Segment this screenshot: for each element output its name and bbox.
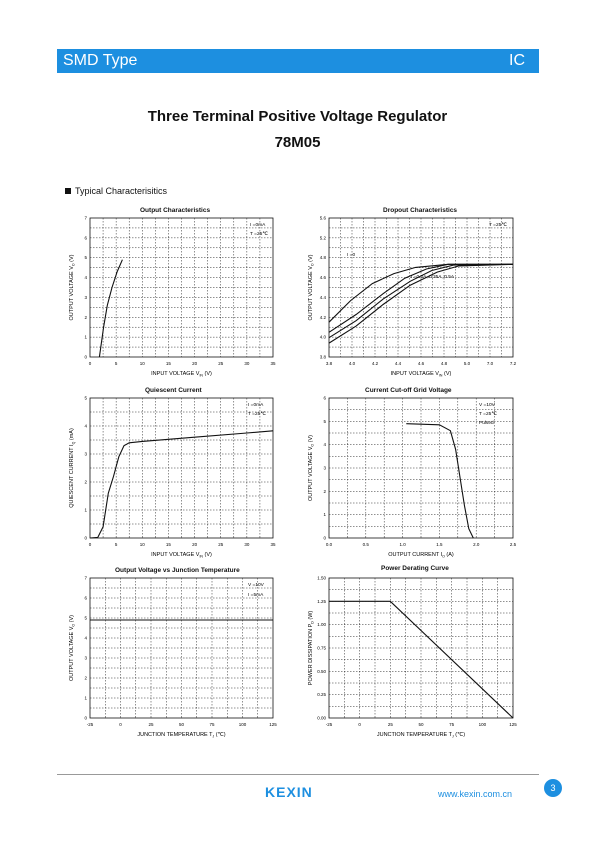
y-tick-label: 5 bbox=[84, 255, 87, 261]
y-tick-label: 1 bbox=[84, 334, 87, 340]
x-tick-label: 125 bbox=[269, 722, 277, 727]
y-axis-unit: (V) bbox=[308, 254, 314, 264]
x-tick-label: 10 bbox=[139, 361, 145, 366]
y-tick-label: 6 bbox=[84, 235, 87, 241]
y-tick-label: 1 bbox=[84, 507, 87, 513]
section-heading-text: Typical Characterisitics bbox=[75, 186, 168, 196]
chart-c3 bbox=[64, 394, 277, 560]
chart-annotation: V =10V bbox=[479, 403, 495, 408]
doc-title: Three Terminal Positive Voltage Regulator bbox=[147, 108, 448, 125]
chart-annotation: T =25℃ bbox=[248, 412, 266, 417]
x-axis-unit: (V) bbox=[202, 552, 212, 558]
y-tick-label: 3 bbox=[84, 451, 87, 457]
chart-title: Output Characteristics bbox=[140, 207, 211, 214]
y-tick-label: 0.50 bbox=[317, 668, 326, 674]
y-tick-label: 6 bbox=[323, 395, 326, 401]
x-axis-unit: (V) bbox=[442, 371, 452, 377]
y-axis-label: OUTPUT VOLTAGE $V_O$ (V) bbox=[308, 434, 315, 502]
kexin-logo: KEXIN bbox=[265, 784, 313, 800]
x-tick-label: 4.8 bbox=[440, 361, 448, 366]
x-tick-label: 0.0 bbox=[325, 542, 333, 547]
x-tick-label: 0 bbox=[358, 722, 361, 727]
chart-c1 bbox=[64, 214, 277, 379]
y-tick-label: 0 bbox=[84, 535, 87, 541]
x-tick-label: 30 bbox=[244, 542, 250, 547]
y-tick-label: 0 bbox=[84, 715, 87, 721]
x-axis-unit: (A) bbox=[444, 552, 454, 558]
x-tick-label: 20 bbox=[192, 361, 198, 366]
x-tick-label: 7.2 bbox=[509, 361, 517, 366]
y-tick-label: 5 bbox=[84, 615, 87, 621]
x-tick-label: 4.2 bbox=[371, 361, 379, 366]
part-number: 78M05 bbox=[274, 134, 321, 151]
x-axis-subscript: IN bbox=[199, 373, 203, 378]
website-link[interactable]: www.kexin.com.cn bbox=[438, 789, 513, 799]
chart-annotation: I =0 bbox=[347, 253, 356, 258]
x-axis-unit: (℃) bbox=[453, 732, 466, 738]
x-tick-label: 10 bbox=[139, 542, 145, 547]
chart-annotation: T =25℃ bbox=[250, 232, 268, 237]
y-tick-label: 5 bbox=[84, 395, 87, 401]
y-tick-label: 4 bbox=[84, 275, 87, 281]
x-axis-unit: (V) bbox=[202, 371, 212, 377]
y-tick-label: 6 bbox=[84, 595, 87, 601]
x-tick-label: 50 bbox=[418, 722, 424, 727]
x-tick-label: 4.4 bbox=[394, 361, 402, 366]
x-axis-unit: (℃) bbox=[214, 732, 226, 738]
chart-title: Power Derating Curve bbox=[381, 565, 449, 572]
x-axis-label: JUNCTION TEMPERATURE $T_J$ (℃) bbox=[137, 732, 226, 739]
chart-title: Quiescent Current bbox=[145, 387, 202, 394]
x-tick-label: 5 bbox=[114, 361, 118, 366]
y-tick-label: 0.75 bbox=[317, 645, 326, 651]
y-axis-unit: (V) bbox=[69, 614, 75, 624]
x-tick-label: 1.5 bbox=[436, 542, 443, 547]
x-axis-subscript: IN bbox=[199, 554, 203, 559]
y-tick-label: 1.25 bbox=[317, 598, 326, 604]
header-type: SMD Type bbox=[63, 52, 138, 69]
x-tick-label: 125 bbox=[509, 722, 517, 727]
y-tick-label: 1 bbox=[323, 512, 326, 518]
x-axis-subscript: IN bbox=[438, 373, 443, 378]
y-tick-label: 4.2 bbox=[319, 314, 326, 320]
x-tick-label: 20 bbox=[192, 542, 198, 547]
chart-c4 bbox=[303, 394, 517, 560]
chart-annotation: T =25℃ bbox=[479, 412, 497, 417]
x-tick-label: 50 bbox=[178, 722, 185, 727]
y-tick-label: 4.8 bbox=[319, 255, 326, 261]
y-tick-label: 2 bbox=[323, 488, 326, 494]
x-tick-label: 7.0 bbox=[486, 361, 494, 366]
y-tick-label: 1.50 bbox=[317, 575, 326, 581]
x-axis-label: INPUT VOLTAGE $V_{IN}$ (V) bbox=[390, 371, 452, 378]
y-axis-subscript: O bbox=[310, 443, 315, 447]
y-tick-label: 3.8 bbox=[319, 354, 326, 360]
x-tick-label: 3.8 bbox=[325, 361, 333, 366]
x-tick-label: 15 bbox=[165, 542, 171, 547]
chart-annotation: I =0mA bbox=[248, 403, 264, 408]
x-tick-label: 1.0 bbox=[399, 542, 406, 547]
chart-c5 bbox=[64, 574, 277, 740]
y-tick-label: 5.2 bbox=[319, 235, 326, 241]
chart-title: Current Cut-off Grid Voltage bbox=[365, 387, 452, 394]
x-tick-label: 25 bbox=[387, 722, 393, 727]
y-tick-label: 4 bbox=[84, 635, 87, 641]
series-line bbox=[406, 424, 473, 538]
x-tick-label: 0 bbox=[88, 361, 92, 366]
y-tick-label: 1.00 bbox=[317, 622, 326, 628]
y-tick-label: 4.0 bbox=[319, 334, 326, 340]
bullet-square-icon bbox=[65, 188, 71, 194]
y-tick-label: 0 bbox=[323, 535, 326, 541]
y-tick-label: 2 bbox=[84, 675, 87, 681]
x-tick-label: 100 bbox=[238, 722, 247, 727]
chart-c6 bbox=[303, 574, 517, 740]
y-tick-label: 3 bbox=[84, 294, 87, 300]
x-axis-subscript: J bbox=[452, 734, 454, 739]
x-tick-label: -25 bbox=[86, 722, 94, 727]
y-tick-label: 4 bbox=[323, 442, 326, 448]
x-axis-label: INPUT VOLTAGE $V_{IN}$ (V) bbox=[151, 552, 212, 559]
y-tick-label: 4.4 bbox=[319, 294, 326, 300]
y-tick-label: 7 bbox=[84, 215, 87, 221]
page-number: 3 bbox=[544, 779, 562, 797]
x-tick-label: 25 bbox=[148, 722, 154, 727]
chart-annotation: I =0mA bbox=[250, 223, 266, 228]
x-tick-label: 2.0 bbox=[473, 542, 480, 547]
y-axis-label: QUIESCENT CURRENT $I_Q$ (mA) bbox=[69, 428, 76, 508]
x-tick-label: 4.0 bbox=[348, 361, 356, 366]
x-tick-label: 75 bbox=[209, 722, 215, 727]
y-tick-label: 3 bbox=[323, 465, 326, 471]
y-axis-unit: (V) bbox=[69, 254, 75, 264]
x-tick-label: 30 bbox=[244, 361, 250, 366]
x-tick-label: 0 bbox=[119, 722, 122, 727]
y-axis-subscript: D bbox=[310, 621, 315, 624]
y-axis-unit: (mA) bbox=[69, 428, 75, 442]
section-heading bbox=[65, 186, 167, 196]
x-tick-label: 5 bbox=[114, 542, 118, 547]
y-axis-label: OUTPUT VOLTAGE $V_O$ (V) bbox=[69, 254, 76, 321]
y-tick-label: 0.00 bbox=[317, 715, 326, 721]
y-axis-label: OUTPUT VOLTAGE $V_O$ (V) bbox=[69, 614, 76, 682]
y-axis-label: OUTPUT VOLTAGE $V_O$ (V) bbox=[308, 254, 315, 321]
x-tick-label: 35 bbox=[270, 361, 276, 366]
y-tick-label: 2 bbox=[84, 314, 87, 320]
x-tick-label: 75 bbox=[449, 722, 455, 727]
y-tick-label: 4.6 bbox=[319, 275, 326, 281]
header-banner bbox=[57, 49, 539, 73]
x-axis-label: INPUT VOLTAGE $V_{IN}$ (V) bbox=[151, 371, 212, 378]
chart-annotation: T =25℃ bbox=[489, 223, 507, 228]
x-tick-label: 100 bbox=[478, 722, 487, 727]
chart-title: Dropout Characteristics bbox=[383, 207, 458, 214]
y-axis-subscript: O bbox=[71, 263, 76, 267]
x-tick-label: 5.0 bbox=[463, 361, 471, 366]
x-tick-label: 25 bbox=[218, 361, 224, 366]
x-tick-label: 4.6 bbox=[417, 361, 425, 366]
y-tick-label: 3 bbox=[84, 655, 87, 661]
y-tick-label: 1 bbox=[84, 695, 87, 701]
chart-annotation: Pulsed bbox=[479, 421, 494, 426]
y-tick-label: 7 bbox=[84, 575, 87, 581]
footer-divider bbox=[57, 774, 539, 775]
x-tick-label: 0.5 bbox=[362, 542, 369, 547]
y-tick-label: 2 bbox=[84, 479, 87, 485]
chart-c2 bbox=[303, 214, 517, 379]
x-axis-subscript: J bbox=[212, 734, 215, 739]
y-tick-label: 4 bbox=[84, 423, 87, 429]
x-tick-label: -25 bbox=[325, 722, 333, 727]
chart-annotation: I =5mA bbox=[248, 593, 264, 598]
y-tick-label: 5 bbox=[323, 418, 326, 424]
y-axis-unit: (W) bbox=[308, 610, 314, 622]
x-tick-label: 25 bbox=[218, 542, 224, 547]
y-axis-subscript: O bbox=[71, 623, 76, 627]
y-axis-subscript: O bbox=[310, 263, 315, 267]
y-tick-label: 5.6 bbox=[319, 215, 326, 221]
chart-annotation: V =10V bbox=[248, 583, 264, 588]
x-tick-label: 2.5 bbox=[509, 542, 517, 547]
y-tick-label: 0 bbox=[84, 354, 87, 360]
header-category: IC bbox=[509, 52, 525, 69]
y-axis-label: POWER DISSIPATION $P_D$ (W) bbox=[308, 610, 315, 686]
x-tick-label: 35 bbox=[270, 542, 276, 547]
y-axis-unit: (V) bbox=[308, 434, 314, 444]
chart-annotation: I =0.2A, 0.35A, 0.5A bbox=[411, 275, 455, 280]
y-tick-label: 0.25 bbox=[317, 692, 326, 698]
x-tick-label: 15 bbox=[165, 361, 171, 366]
x-axis-label: JUNCTION TEMPERATURE $T_J$ (℃) bbox=[376, 732, 466, 739]
x-axis-label: OUTPUT CURRENT $I_O$ (A) bbox=[388, 552, 454, 559]
x-tick-label: 0 bbox=[88, 542, 92, 547]
y-axis-subscript: Q bbox=[71, 441, 76, 445]
chart-title: Output Voltage vs Junction Temperature bbox=[115, 567, 240, 574]
x-axis-subscript: O bbox=[442, 554, 445, 559]
